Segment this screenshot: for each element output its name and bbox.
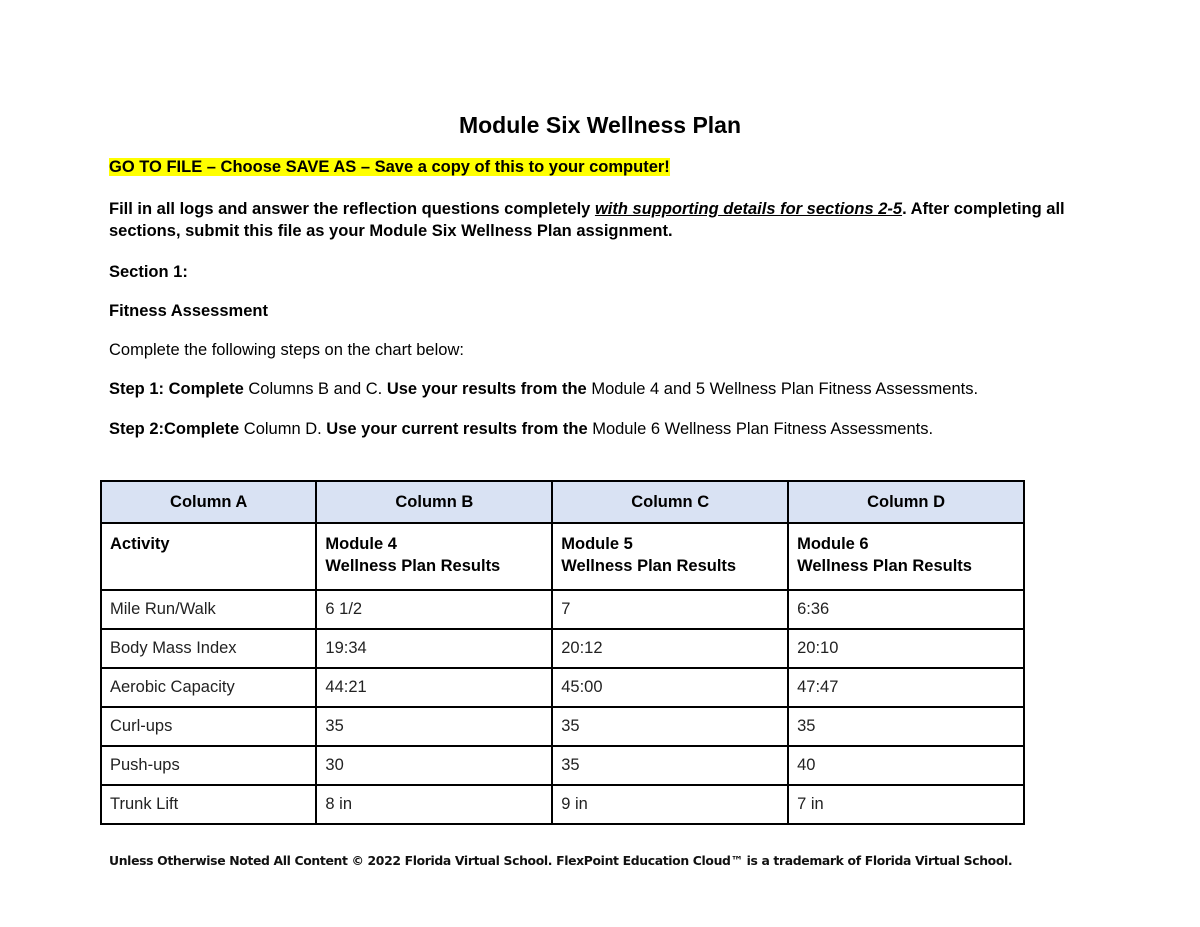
subheader-line: Wellness Plan Results xyxy=(797,557,972,575)
page-title: Module Six Wellness Plan xyxy=(458,112,742,138)
table-row xyxy=(101,785,1024,824)
table-cell: 47:47 xyxy=(788,668,1024,707)
step-1-line xyxy=(109,378,978,400)
table-cell: Aerobic Capacity xyxy=(101,668,316,707)
table-row xyxy=(101,707,1024,746)
instructions-emphasis: with supporting details for sections 2-5 xyxy=(594,200,903,218)
table-cell: 7 xyxy=(552,590,788,629)
table-row xyxy=(101,590,1024,629)
subheader-line: Module 5 xyxy=(561,535,633,553)
table-cell: Body Mass Index xyxy=(101,629,316,668)
table-cell: 35 xyxy=(552,746,788,785)
section-heading: Fitness Assessment xyxy=(109,302,268,320)
table-cell: Curl-ups xyxy=(101,707,316,746)
table-cell: Trunk Lift xyxy=(101,785,316,824)
fitness-assessment-table xyxy=(100,480,1025,825)
table-cell: 45:00 xyxy=(552,668,788,707)
table-cell: 40 xyxy=(788,746,1024,785)
instructions-text-2: . After completing all sections, submit this file as your Module Six Wellness Plan assignment. xyxy=(109,200,1065,240)
step-1-text-b: Columns B and C. xyxy=(243,380,387,398)
table-header-cell: Column B xyxy=(316,481,552,523)
save-notice-line xyxy=(109,156,670,178)
table-header-cell: Column A xyxy=(101,481,316,523)
step-2-text-c: Use your current results from the xyxy=(326,420,588,438)
table-cell: 30 xyxy=(316,746,552,785)
step-1-text-d: Module 4 and 5 Wellness Plan Fitness Assessments. xyxy=(586,380,979,398)
step-1-text-c: Use your results from the xyxy=(386,380,587,398)
table-cell: 44:21 xyxy=(316,668,552,707)
copyright-footer: Unless Otherwise Noted All Content © 2022 Florida Virtual School. FlexPoint Education Cloud™ is a trademark of Florida Virtual School. xyxy=(109,853,1013,868)
table-subheader-row xyxy=(101,523,1024,590)
subheader-line: Activity xyxy=(110,535,170,553)
table-header-row xyxy=(101,481,1024,523)
step-2-line xyxy=(109,418,933,440)
table-subheader-cell xyxy=(101,523,316,590)
table-row xyxy=(101,629,1024,668)
subheader-line: Module 6 xyxy=(797,535,869,553)
table-subheader-cell xyxy=(552,523,788,590)
step-1-label: Step 1: Complete xyxy=(109,380,244,398)
table-cell: 9 in xyxy=(552,785,788,824)
instructions-paragraph xyxy=(109,198,1069,242)
table-cell: 8 in xyxy=(316,785,552,824)
table-subheader-cell xyxy=(788,523,1024,590)
subheader-line: Wellness Plan Results xyxy=(325,557,501,575)
step-2-text-d: Module 6 Wellness Plan Fitness Assessments. xyxy=(587,420,934,438)
instructions-text-1: Fill in all logs and answer the reflection questions completely xyxy=(109,200,595,218)
intro-text: Complete the following steps on the chart below: xyxy=(109,341,464,359)
section-label: Section 1: xyxy=(109,263,188,281)
table-cell: 35 xyxy=(788,707,1024,746)
subheader-line: Module 4 xyxy=(325,535,397,553)
table-cell: Mile Run/Walk xyxy=(101,590,316,629)
table-cell: 7 in xyxy=(788,785,1024,824)
table-row xyxy=(101,668,1024,707)
table-cell: 19:34 xyxy=(316,629,552,668)
table-cell: 6 1/2 xyxy=(316,590,552,629)
subheader-line: Wellness Plan Results xyxy=(561,557,737,575)
table-cell: 35 xyxy=(316,707,552,746)
table-header-cell: Column C xyxy=(552,481,788,523)
table-header-cell: Column D xyxy=(788,481,1024,523)
table-cell: 20:10 xyxy=(788,629,1024,668)
table-subheader-cell xyxy=(316,523,552,590)
step-2-label: Step 2:Complete xyxy=(109,420,240,438)
table-cell: 6:36 xyxy=(788,590,1024,629)
save-notice-highlight: GO TO FILE – Choose SAVE AS – Save a copy of this to your computer! xyxy=(109,158,670,176)
table-row xyxy=(101,746,1024,785)
table-cell: Push-ups xyxy=(101,746,316,785)
table-cell: 20:12 xyxy=(552,629,788,668)
step-2-text-b: Column D. xyxy=(239,420,327,438)
table-cell: 35 xyxy=(552,707,788,746)
